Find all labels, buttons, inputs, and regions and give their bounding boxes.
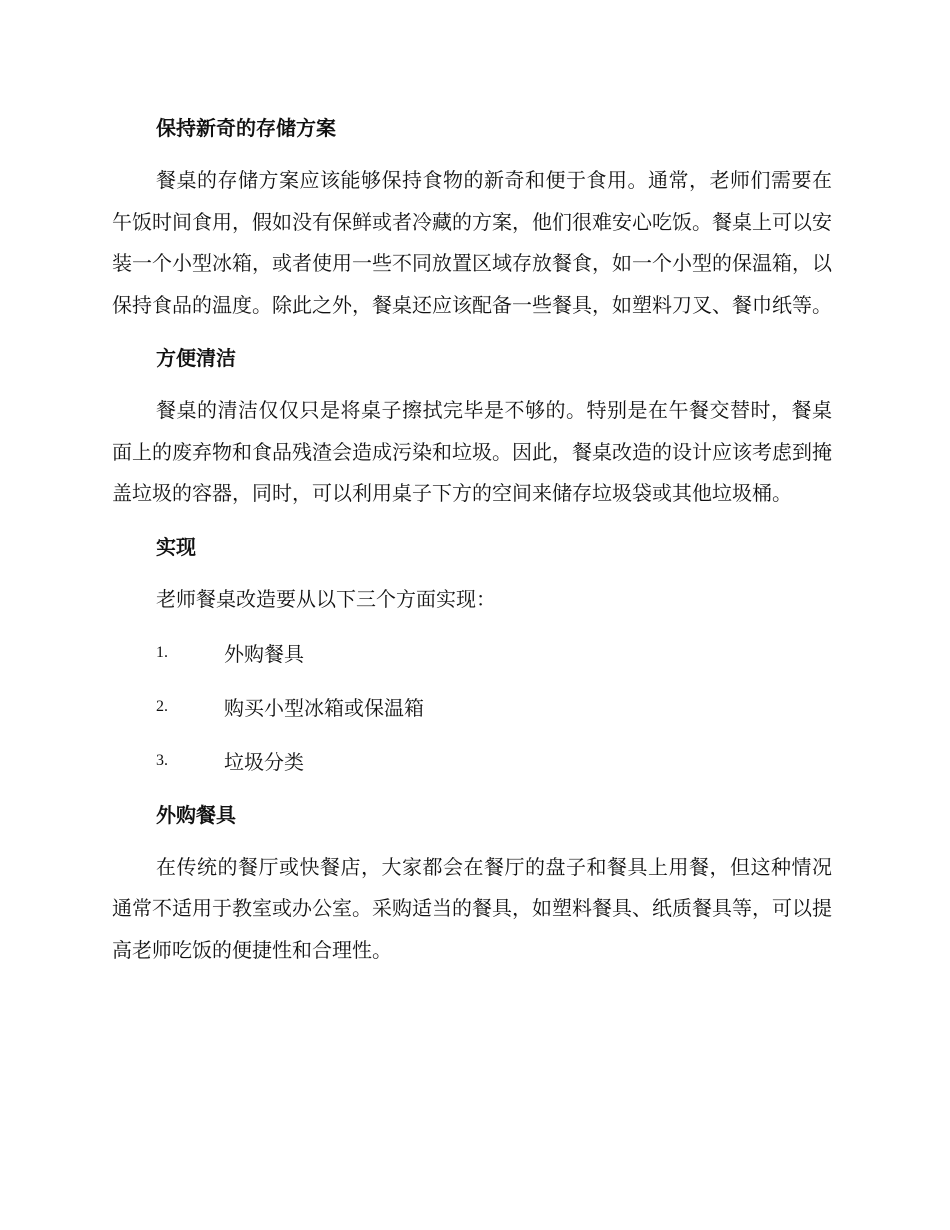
heading-utensils: 外购餐具: [156, 802, 236, 827]
paragraph-cleaning: 餐桌的清洁仅仅只是将桌子擦拭完毕是不够的。特别是在午餐交替时，餐桌面上的废弃物和食品残渣会造成污染和垃圾。因此，餐桌改造的设计应该考虑到掩盖垃圾的容器，同时，可以利用桌子下方的空间来储存垃圾袋或其他垃圾桶。: [112, 398, 832, 505]
paragraph-utensils: 在传统的餐厅或快餐店，大家都会在餐厅的盘子和餐具上用餐，但这种情况通常不适用于教室或办公室。采购适当的餐具，如塑料餐具、纸质餐具等，可以提高老师吃饭的便捷性和合理性。: [112, 854, 832, 962]
list-item: [112, 633, 832, 673]
heading-implementation: 实现: [156, 534, 196, 559]
list-text: 外购餐具: [224, 642, 304, 666]
document-content: [112, 108, 832, 983]
list-number: 1.: [156, 643, 168, 661]
list-item: [112, 741, 832, 781]
list-item: [112, 687, 832, 727]
list-number: 3.: [156, 751, 168, 769]
list-text: 购买小型冰箱或保温箱: [224, 696, 424, 720]
heading-storage: 保持新奇的存储方案: [156, 116, 336, 140]
paragraph-implementation-intro: 老师餐桌改造要从以下三个方面实现：: [156, 586, 496, 611]
paragraph-storage: 餐桌的存储方案应该能够保持食物的新奇和便于食用。通常，老师们需要在午饭时间食用，假如没有保鲜或者冷藏的方案，他们很难安心吃饭。餐桌上可以安装一个小型冰箱，或者使用一些不同放置区域存放餐食，如一个小型的保温箱，以保持食品的温度。除此之外，餐桌还应该配备一些餐具，如塑料刀叉、餐巾纸等。: [112, 168, 832, 317]
list-text: 垃圾分类: [224, 750, 304, 774]
heading-cleaning: 方便清洁: [156, 346, 236, 370]
list-number: 2.: [156, 697, 168, 715]
